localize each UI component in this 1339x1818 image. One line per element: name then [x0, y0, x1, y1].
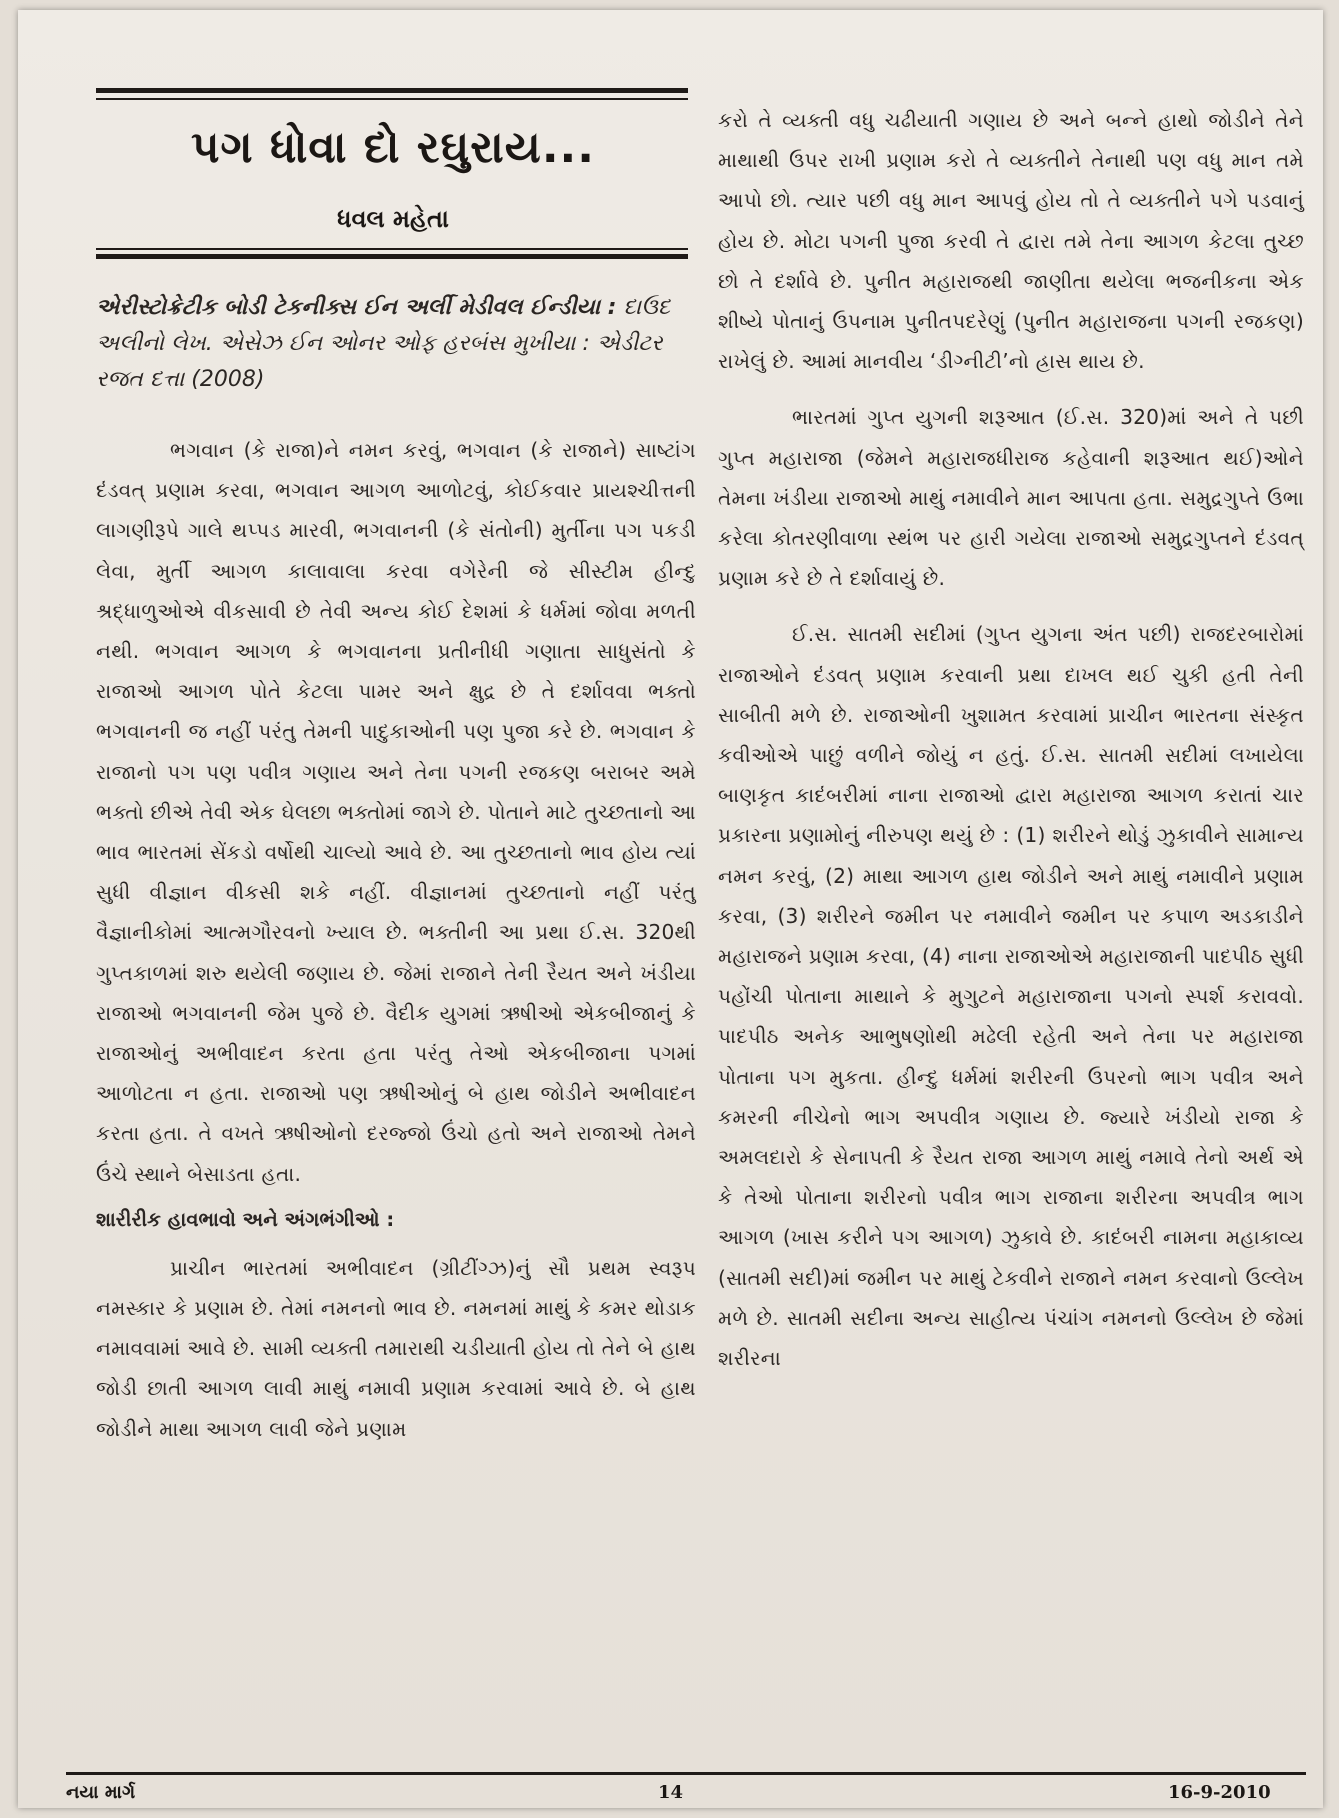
footer-date: 16-9-2010	[1168, 1782, 1271, 1803]
title-top-rule-thin	[96, 98, 688, 100]
article-title: પગ ધોવા દો રઘુરાય...	[190, 122, 595, 173]
right-paragraph-1: કરો તે વ્યક્તી વધુ ચઢીયાતી ગણાય છે અને બન્ને હાથો જોડીને તેને માથાથી ઉપર રાખી પ્રણામ કરો તે વ્યક્તીને તેનાથી પણ વધુ માન તમે આપો છો. ત્યાર પછી વધુ માન આપવું હોય તો તે વ્યક્તીને પગે પડવાનું હોય છે. મોટા પગની પુજા કરવી તે દ્વારા તમે તેના આગળ કેટલા તુચ્છ છો તે દર્શાવે છે. પુનીત મહારાજથી જાણીતા થયેલા ભજનીકના એક શીષ્યે પોતાનું ઉપનામ પુનીતપદરેણું (પુનીત મહારાજના પગની રજકણ) રાખેલું છે. આમાં માનવીય ‘ડીગ્નીટી’નો હ્રાસ થાય છે.	[718, 108, 1304, 374]
source-citation	[96, 290, 696, 398]
magazine-page	[18, 10, 1323, 1808]
right-paragraph-3: ઈ.સ. સાતમી સદીમાં (ગુપ્ત યુગના અંત પછી) રાજદરબારોમાં રાજાઓને દંડવત્ પ્રણામ કરવાની પ્રથા દાખલ થઈ ચુકી હતી તેની સાબીતી મળે છે. રાજાઓની ખુશામત કરવામાં પ્રાચીન ભારતના સંસ્કૃત કવીઓએ પાછું વળીને જોયું ન હતું. ઈ.સ. સાતમી સદીમાં લખાયેલા બાણકૃત કાદંબરીમાં નાના રાજાઓ દ્વારા મહારાજા આગળ કરાતાં ચાર પ્રકારના પ્રણામોનું નીરુપણ થયું છે : (1) શરીરને થોડું ઝુકાવીને સામાન્ય નમન કરવું, (2) માથા આગળ હાથ જોડીને અને માથું નમાવીને પ્રણામ કરવા, (3) શરીરને જમીન પર નમાવીને જમીન પર કપાળ અડકાડીને મહારાજને પ્રણામ કરવા, (4) નાના રાજાઓએ મહારાજાની પાદપીઠ સુધી પહોંચી પોતાના માથાને કે મુગુટને મહારાજાના પગનો સ્પર્શ કરાવવો. પાદપીઠ અનેક આભુષણોથી મઢેલી રહેતી અને તેના પર મહારાજા પોતાના પગ મુકતા. હીન્દુ ધર્મમાં શરીરની ઉપરનો ભાગ પવીત્ર અને કમરની નીચેનો ભાગ અપવીત્ર ગણાય છે. જ્યારે ખંડીયો રાજા કે અમલદારો કે સેનાપતી કે રૈયત રાજા આગળ માથું નમાવે તેનો અર્થ એ કે તેઓ પોતાના શરીરનો પવીત્ર ભાગ રાજાના શરીરના અપવીત્ર ભાગ આગળ (ખાસ કરીને પગ આગળ) ઝુકાવે છે. કાદંબરી નામના મહાકાવ્ય (સાતમી સદી)માં જમીન પર માથું ટેકવીને રાજાને નમન કરવાનો ઉલ્લેખ મળે છે. સાતમી સદીના અન્ય સાહીત્ય પંચાંગ નમનનો ઉલ્લેખ છે જેમાં શરીરના	[718, 622, 1304, 1371]
left-column	[96, 430, 696, 1449]
footer-rule	[66, 1772, 1306, 1775]
title-bottom-rule-thin	[96, 248, 688, 250]
right-paragraph-2: ભારતમાં ગુપ્ત યુગની શરૂઆત (ઈ.સ. 320)માં અને તે પછી ગુપ્ત મહારાજા (જેમને મહારાજધીરાજ કહેવાની શરૂઆત થઈ)ઓને તેમના ખંડીયા રાજાઓ માથું નમાવીને માન આપતા હતા. સમુદ્રગુપ્તે ઉભા કરેલા કોતરણીવાળા સ્થંભ પર હારી ગયેલા રાજાઓ સમુદ્રગુપ્તને દંડવત્ પ્રણામ કરે છે તે દર્શાવાયું છે.	[718, 405, 1304, 591]
left-paragraph-2: પ્રાચીન ભારતમાં અભીવાદન (ગ્રીટીંગ્ઝ)નું સૌ પ્રથમ સ્વરૂપ નમસ્કાર કે પ્રણામ છે. તેમાં નમનનો ભાવ છે. નમનમાં માથું કે કમર થોડાક નમાવવામાં આવે છે. સામી વ્યક્તી તમારાથી ચડીયાતી હોય તો તેને બે હાથ જોડી છાતી આગળ લાવી માથું નમાવી પ્રણામ કરવામાં આવે છે. બે હાથ જોડીને માથા આગળ લાવી જેને પ્રણામ	[96, 1255, 696, 1441]
article-author: ધવલ મહેતા	[337, 205, 449, 233]
footer-magazine-name: નયા માર્ગ	[66, 1782, 136, 1803]
footer-page-number: 14	[658, 1782, 684, 1803]
right-column	[718, 100, 1304, 1378]
title-bottom-rule-thick	[96, 254, 688, 259]
title-top-rule-thick	[96, 88, 688, 93]
source-detail: દાઉદ અલીનો લેખ. એસેઝ ઈન ઓનર ઓફ હરબંસ મુખીયા : એડીટર રજત દત્તા (2008)	[96, 295, 671, 392]
left-paragraph-1: ભગવાન (કે રાજા)ને નમન કરવું, ભગવાન (કે રાજાને) સાષ્ટાંગ દંડવત્ પ્રણામ કરવા, ભગવાન આગળ આળોટવું, કોઈકવાર પ્રાયશ્ચીત્તની લાગણીરૂપે ગાલે થપ્પડ મારવી, ભગવાનની (કે સંતોની) મુર્તીના પગ પકડી લેવા, મુર્તી આગળ કાલાવાલા કરવા વગેરેની જે સીસ્ટીમ હીન્દુ શ્રદ્ધાળુઓએ વીકસાવી છે તેવી અન્ય કોઈ દેશમાં કે ધર્મમાં જોવા મળતી નથી. ભગવાન આગળ કે ભગવાનના પ્રતીનીધી ગણાતા સાધુસંતો કે રાજાઓ આગળ પોતે કેટલા પામર અને ક્ષુદ્ર છે તે દર્શાવવા ભક્તો ભગવાનની જ નહીં પરંતુ તેમની પાદુકાઓની પણ પુજા કરે છે. ભગવાન કે રાજાનો પગ પણ પવીત્ર ગણાય અને તેના પગની રજકણ બરાબર અમે ભક્તો છીએ તેવી એક ઘેલછા ભક્તોમાં જાગે છે. પોતાને માટે તુચ્છતાનો આ ભાવ ભારતમાં સેંકડો વર્ષોથી ચાલ્યો આવે છે. આ તુચ્છતાનો ભાવ હોય ત્યાં સુધી વીજ્ઞાન વીકસી શકે નહીં. વીજ્ઞાનમાં તુચ્છતાનો નહીં પરંતુ વૈજ્ઞાનીકોમાં આત્મગૌરવનો ખ્યાલ છે. ભક્તીની આ પ્રથા ઈ.સ. 320થી ગુપ્તકાળમાં શરુ થયેલી જણાય છે. જેમાં રાજાને તેની રૈયત અને ખંડીયા રાજાઓ ભગવાનની જેમ પુજે છે. વૈદીક યુગમાં ઋષીઓ એકબીજાનું કે રાજાઓનું અભીવાદન કરતા હતા પરંતુ તેઓ એકબીજાના પગમાં આળોટતા ન હતા. રાજાઓ પણ ઋષીઓનું બે હાથ જોડીને અભીવાદન કરતા હતા. તે વખતે ઋષીઓનો દરજ્જો ઉંચો હતો અને રાજાઓ તેમને ઉંચે સ્થાને બેસાડતા હતા.	[96, 438, 696, 1186]
source-title: એરીસ્ટોક્રેટીક બોડી ટેકનીક્સ ઈન અર્લી મેડીવલ ઈન્ડીયા :	[96, 295, 617, 320]
section-subheading: શારીરીક હાવભાવો અને અંગભંગીઓ :	[96, 1207, 395, 1231]
